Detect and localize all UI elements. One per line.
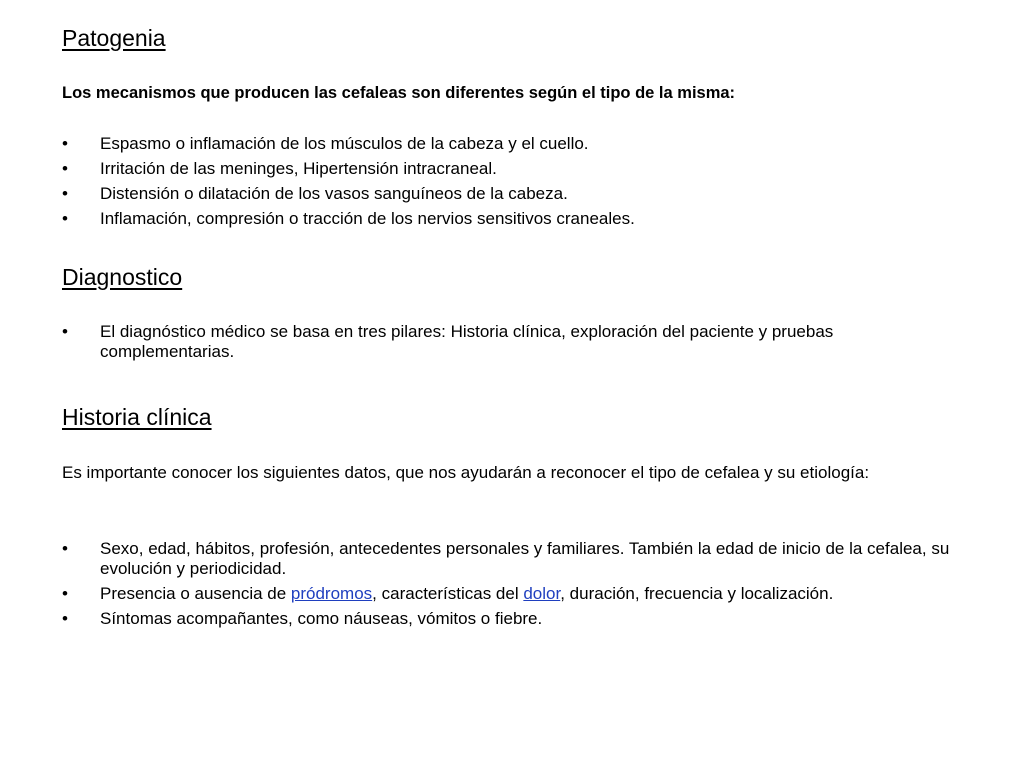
list-item-text: Irritación de las meninges, Hipertensión intracraneal. bbox=[100, 159, 497, 178]
list-item-text bbox=[100, 584, 833, 603]
prodromos-link[interactable]: pródromos bbox=[290, 584, 373, 603]
diagnostico-section bbox=[62, 263, 962, 291]
patogenia-list bbox=[62, 134, 962, 229]
patogenia-heading: Patogenia bbox=[62, 25, 166, 51]
list-item bbox=[62, 539, 962, 579]
patogenia-section bbox=[62, 24, 962, 52]
bullet-icon: • bbox=[62, 184, 68, 203]
historia-list-block bbox=[62, 539, 962, 634]
list-item-text: El diagnóstico médico se basa en tres pilares: Historia clínica, exploración del paciente y pruebas complementarias. bbox=[100, 322, 834, 361]
patogenia-intro-block bbox=[62, 84, 962, 103]
list-item-text-part: , duración, frecuencia y localización. bbox=[560, 584, 834, 603]
dolor-link[interactable]: dolor bbox=[523, 584, 561, 603]
bullet-icon: • bbox=[62, 159, 68, 178]
historia-heading: Historia clínica bbox=[62, 404, 212, 430]
list-item-text: Espasmo o inflamación de los músculos de la cabeza y el cuello. bbox=[100, 134, 589, 153]
list-item bbox=[62, 584, 962, 604]
list-item-text: Inflamación, compresión o tracción de los nervios sensitivos craneales. bbox=[100, 209, 635, 228]
diagnostico-list-block bbox=[62, 322, 962, 367]
list-item-text: Síntomas acompañantes, como náuseas, vómitos o fiebre. bbox=[100, 609, 543, 628]
list-item-text-part: Presencia o ausencia de bbox=[100, 584, 291, 603]
list-item bbox=[62, 159, 962, 179]
list-item bbox=[62, 322, 962, 362]
diagnostico-heading: Diagnostico bbox=[62, 264, 183, 290]
bullet-icon: • bbox=[62, 322, 68, 341]
bullet-icon: • bbox=[62, 539, 68, 558]
historia-section bbox=[62, 403, 962, 431]
historia-intro: Es importante conocer los siguientes datos, que nos ayudarán a reconocer el tipo de cefalea y su etiología: bbox=[62, 463, 870, 482]
bullet-icon: • bbox=[62, 134, 68, 153]
list-item bbox=[62, 609, 962, 629]
diagnostico-list bbox=[62, 322, 962, 362]
historia-intro-block bbox=[62, 460, 962, 485]
patogenia-list-block bbox=[62, 134, 962, 234]
list-item-text: Distensión o dilatación de los vasos sanguíneos de la cabeza. bbox=[100, 184, 568, 203]
list-item-text-part: , características del bbox=[372, 584, 524, 603]
list-item-text: Sexo, edad, hábitos, profesión, antecedentes personales y familiares. También la edad de inicio de la cefalea, su evolución y periodicidad. bbox=[100, 539, 950, 578]
bullet-icon: • bbox=[62, 584, 68, 603]
patogenia-intro: Los mecanismos que producen las cefaleas son diferentes según el tipo de la misma: bbox=[62, 84, 736, 102]
bullet-icon: • bbox=[62, 209, 68, 228]
list-item bbox=[62, 209, 962, 229]
list-item bbox=[62, 134, 962, 154]
list-item bbox=[62, 184, 962, 204]
bullet-icon: • bbox=[62, 609, 68, 628]
historia-list bbox=[62, 539, 962, 629]
